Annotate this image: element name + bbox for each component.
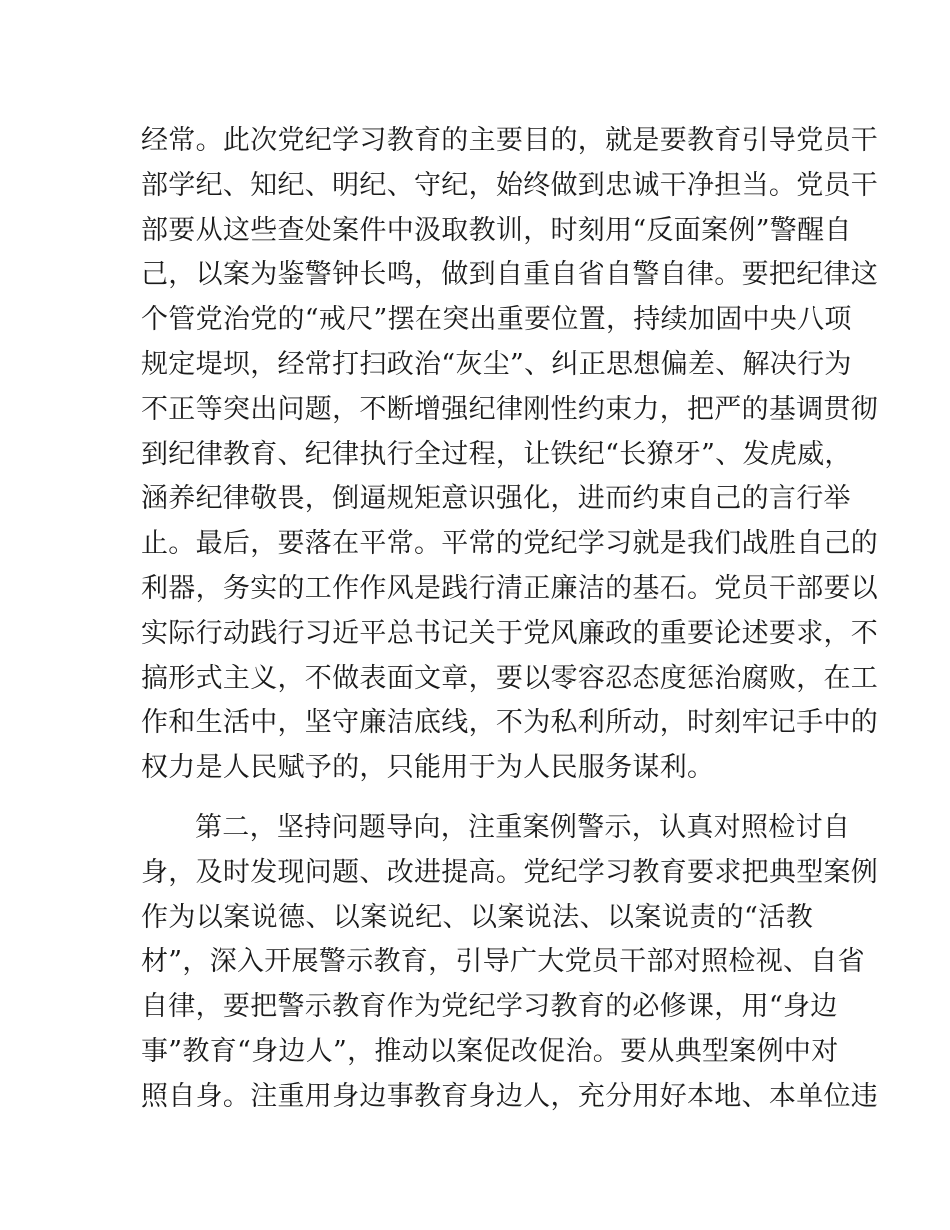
paragraph-1-line-3: 部要从这些查处案件中汲取教训，时刻用“反面案例”警醒自 [141,214,852,246]
paragraph-1-line-4: 己，以案为鉴警钟长鸣，做到自重自省自警自律。要把纪律这 [141,259,879,291]
paragraph-1 [141,119,879,791]
paragraph-2-line-3: 作为以案说德、以案说纪、以案说法、以案说责的“活教 [141,901,813,933]
paragraph-1-line-7: 不正等突出问题，不断增强纪律刚性约束力，把严的基调贯彻 [141,393,879,425]
paragraph-2-line-4: 材”，深入开展警示教育，引导广大党员干部对照检视、自省 [141,946,865,978]
paragraph-2-line-2: 身，及时发现问题、改进提高。党纪学习教育要求把典型案例 [141,856,879,888]
paragraph-1-line-13: 搞形式主义，不做表面文章，要以零容忍态度惩治腐败，在工 [141,662,879,694]
paragraph-2-line-5: 自律，要把警示教育作为党纪学习教育的必修课，用“身边 [141,991,838,1023]
paragraph-1-line-10: 止。最后，要落在平常。平常的党纪学习就是我们战胜自己的 [141,528,879,560]
paragraph-1-line-11: 利器，务实的工作作风是践行清正廉洁的基石。党员干部要以 [141,572,879,604]
paragraph-1-line-15: 权力是人民赋予的，只能用于为人民服务谋利。 [141,752,715,784]
paragraph-1-line-6: 规定堤坝，经常打扫政治“灰尘”、纠正思想偏差、解决行为 [141,348,852,380]
paragraph-1-line-8: 到纪律教育、纪律执行全过程，让铁纪“长獠牙”、发虎威， [141,438,852,470]
paragraph-1-line-12: 实际行动践行习近平总书记关于党风廉政的重要论述要求，不 [141,617,879,649]
paragraph-1-line-1: 经常。此次党纪学习教育的主要目的，就是要教育引导党员干 [141,125,879,156]
paragraph-1-line-14: 作和生活中，坚守廉洁底线，不为私利所动，时刻牢记手中的 [141,707,879,739]
paragraph-2-line-7: 照自身。注重用身边事教育身边人，充分用好本地、本单位违 [141,1080,879,1112]
paragraph-2-line-1: 第二，坚持问题导向，注重案例警示，认真对照检讨自 [195,812,851,843]
paragraph-2 [141,806,879,1120]
paragraph-1-line-2: 部学纪、知纪、明纪、守纪，始终做到忠诚干净担当。党员干 [141,169,879,201]
paragraph-2-line-6: 事”教育“身边人”，推动以案促改促治。要从典型案例中对 [141,1035,839,1067]
paragraph-1-line-9: 涵养纪律敬畏，倒逼规矩意识强化，进而约束自己的言行举 [141,483,851,515]
paragraph-1-line-5: 个管党治党的“戒尺”摆在突出重要位置，持续加固中央八项 [141,304,852,336]
